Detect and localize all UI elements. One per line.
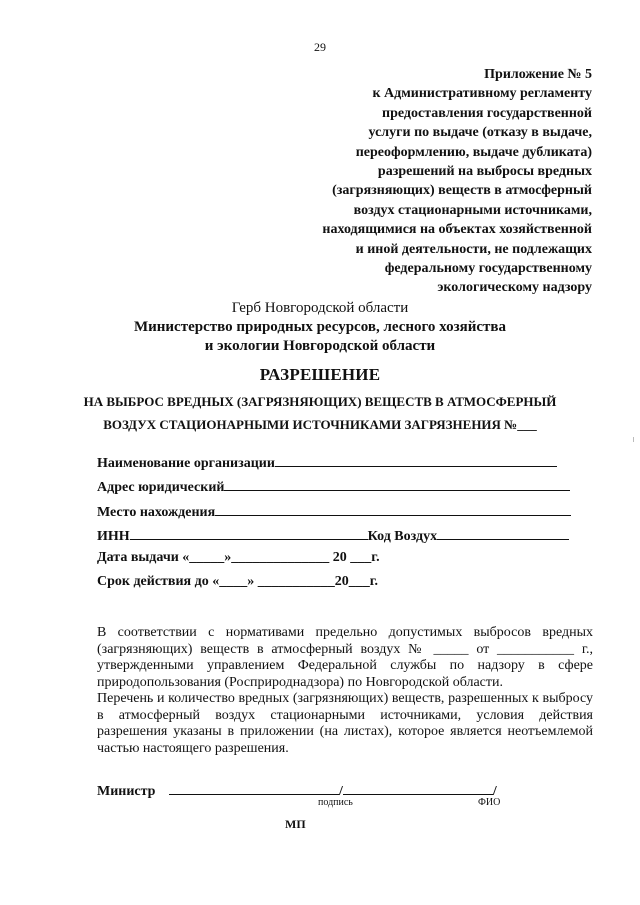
- appendix-line: разрешений на выбросы вредных: [377, 164, 592, 180]
- page-number: 29: [314, 40, 326, 54]
- appendix-header: [262, 65, 592, 298]
- coat-of-arms-caption: Герб Новгородской области: [231, 300, 409, 316]
- legal-address-label: Адрес юридический: [97, 480, 225, 496]
- appendix-line: переоформлению, выдаче дубликата): [355, 144, 592, 160]
- ministry-line-1: Министерство природных ресурсов, лесного хозяйства: [133, 319, 507, 335]
- appendix-line: находящимися на объектах хозяйственной: [322, 222, 592, 238]
- ministry-name: [0, 318, 640, 356]
- ministry-line-2: и экологии Новгородской области: [204, 338, 436, 354]
- appendix-line: услуги по выдаче (отказу в выдаче,: [368, 125, 592, 141]
- name-blank: [343, 780, 493, 795]
- body-paragraph-1: В соответствии с нормативами предельно допустимых выбросов вредных (загрязняющих) веществ в атмосферный воздух № _____ от ___________ г., утвержденными управлением Федеральной службы по надзору в сфере природопользования (Росприроднадзора) по Новгородской области.: [97, 625, 593, 690]
- appendix-line: федеральному государственному: [384, 261, 592, 277]
- valid-until-row: [97, 574, 587, 598]
- appendix-line: (загрязняющих) веществ в атмосферный: [332, 183, 592, 199]
- air-code-label: Код Воздух: [367, 529, 438, 545]
- body-paragraph-2: Перечень и количество вредных (загрязняющих) веществ, разрешенных к выбросу в атмосферный воздух стационарными источниками, условия действия разрешения указаны в приложении (на листах), которое является неотъемлемой частью настоящего разрешения.: [97, 691, 593, 756]
- body-text: [97, 625, 593, 757]
- location-row: [97, 501, 587, 525]
- inn-label: ИНН: [97, 529, 130, 545]
- appendix-title: Приложение № 5: [484, 67, 592, 82]
- appendix-line: и иной деятельности, не подлежащих: [355, 241, 592, 257]
- air-code-blank: [437, 525, 569, 540]
- valid-until-field: Срок действия до «____» ___________20___г.: [97, 573, 378, 589]
- signature-caption: подпись: [318, 797, 353, 808]
- name-caption: ФИО: [478, 797, 501, 808]
- issue-date-row: [97, 550, 587, 574]
- org-name-row: [97, 452, 587, 476]
- inn-row: [97, 525, 587, 549]
- document-title: РАЗРЕШЕНИЕ: [259, 365, 381, 384]
- appendix-line: к Административному регламенту: [372, 86, 592, 102]
- subtitle-line-2: ВОЗДУХ СТАЦИОНАРНЫМИ ИСТОЧНИКАМИ ЗАГРЯЗНЕНИЯ №___: [103, 417, 537, 432]
- org-name-label: Наименование организации: [97, 456, 275, 471]
- signature-row: Министр / /: [97, 780, 597, 800]
- location-label: Место нахождения: [97, 504, 216, 520]
- margin-mark: [633, 437, 634, 442]
- legal-address-row: [97, 476, 587, 500]
- signer-role: Министр: [97, 784, 156, 799]
- form-fields: [97, 452, 587, 598]
- appendix-line: воздух стационарными источниками,: [353, 202, 592, 218]
- stamp-place: МП: [285, 817, 306, 831]
- appendix-line: предоставления государственной: [382, 105, 592, 121]
- appendix-line: экологическому надзору: [437, 280, 592, 296]
- subtitle-line-1: НА ВЫБРОС ВРЕДНЫХ (ЗАГРЯЗНЯЮЩИХ) ВЕЩЕСТВ В АТМОСФЕРНЫЙ: [83, 394, 557, 409]
- issue-date-field: Дата выдачи «_____»______________ 20 ___г.: [97, 549, 380, 565]
- signature-blank: [169, 780, 339, 795]
- legal-address-blank: [224, 476, 570, 491]
- document-subtitle: [0, 390, 640, 436]
- org-name-blank: [275, 452, 557, 467]
- location-blank: [215, 501, 571, 516]
- inn-blank: [130, 525, 368, 540]
